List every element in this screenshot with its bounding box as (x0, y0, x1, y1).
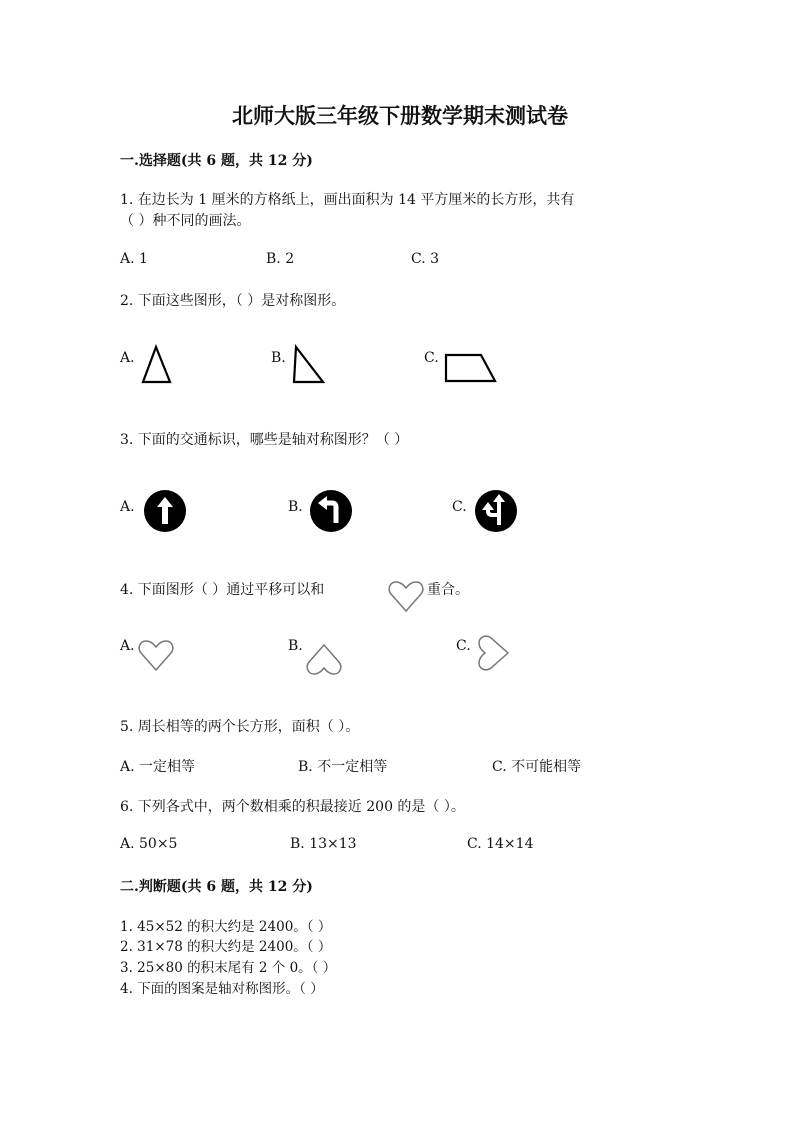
scalene-triangle-icon (290, 345, 326, 385)
straight-or-left-sign-icon (474, 489, 518, 533)
judge-item-1: 1. 45×52 的积大约是 2400。（ ） (120, 919, 332, 935)
isosceles-triangle-icon (140, 345, 174, 385)
question-4-option-b: B. (288, 638, 303, 654)
straight-arrow-sign-icon (143, 489, 187, 533)
question-6-option-c: C. 14×14 (467, 836, 534, 852)
question-3-option-c: C. (452, 499, 467, 515)
trapezoid-icon (443, 352, 499, 384)
section-heading-judge: 二.判断题(共 6 题，共 12 分) (120, 879, 313, 895)
question-6-option-b: B. 13×13 (290, 836, 357, 852)
question-6-option-a: A. 50×5 (120, 836, 178, 852)
section-heading-choice: 一.选择题(共 6 题，共 12 分) (120, 153, 313, 169)
question-6-text: 6. 下列各式中，两个数相乘的积最接近 200 的是（ ）。 (120, 799, 465, 815)
heart-outline-icon (137, 638, 177, 674)
question-4-text-after: 重合。 (427, 582, 469, 598)
question-5-option-c: C. 不可能相等 (492, 759, 582, 775)
question-4-option-c: C. (456, 638, 471, 654)
heart-reference-icon (387, 579, 427, 615)
question-1-option-b: B. 2 (266, 251, 295, 267)
question-2-option-b: B. (271, 350, 286, 366)
question-2-text: 2. 下面这些图形，（ ）是对称图形。 (120, 293, 346, 309)
judge-item-3: 3. 25×80 的积末尾有 2 个 0。（ ） (120, 960, 337, 976)
heart-upside-down-icon (305, 643, 345, 677)
question-1-option-c: C. 3 (411, 251, 440, 267)
question-5-option-b: B. 不一定相等 (298, 759, 388, 775)
question-4-option-a: A. (120, 638, 135, 654)
question-4-text-before: 4. 下面图形（ ）通过平移可以和 (120, 582, 325, 598)
question-2-option-c: C. (424, 350, 439, 366)
left-turn-sign-icon (309, 489, 353, 533)
question-1-line-2: （ ）种不同的画法。 (120, 213, 251, 229)
question-3-option-b: B. (288, 499, 303, 515)
question-3-text: 3. 下面的交通标识，哪些是轴对称图形？（ ） (120, 432, 409, 448)
question-1-option-a: A. 1 (120, 251, 148, 267)
heart-rotated-icon (470, 633, 512, 675)
question-1-line-1: 1. 在边长为 1 厘米的方格纸上，画出面积为 14 平方厘米的长方形，共有 (120, 192, 575, 208)
judge-item-2: 2. 31×78 的积大约是 2400。（ ） (120, 939, 332, 955)
page-title: 北师大版三年级下册数学期末测试卷 (232, 103, 568, 128)
question-2-option-a: A. (120, 350, 135, 366)
question-5-option-a: A. 一定相等 (120, 759, 196, 775)
judge-item-4: 4. 下面的图案是轴对称图形。（ ） (120, 981, 324, 997)
question-3-option-a: A. (120, 499, 135, 515)
question-5-text: 5. 周长相等的两个长方形，面积（ ）。 (120, 719, 360, 735)
